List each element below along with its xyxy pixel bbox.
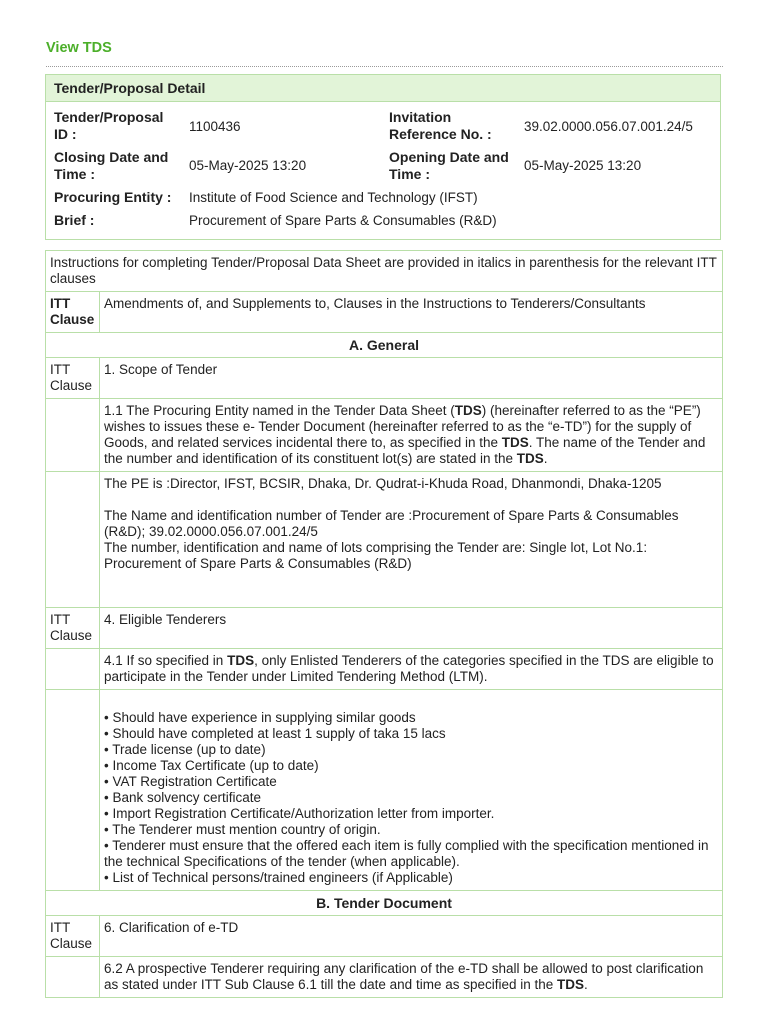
text-span: ) (hereinafter referred to as the “PE”) wishes to issues these e- Tender Document (hereinafter referred to as the “e-TD”) for the supply of Goods, and related services incidental there to, as specified in the bbox=[104, 403, 701, 450]
table-row bbox=[46, 472, 723, 608]
clause-4-title: 4. Eligible Tenderers bbox=[100, 608, 723, 649]
clause-4-1-text bbox=[100, 649, 723, 690]
section-a-heading: A. General bbox=[46, 333, 723, 358]
empty-cell bbox=[46, 399, 100, 472]
spacer bbox=[104, 694, 718, 710]
table-row bbox=[46, 916, 723, 957]
closing-date-label: Closing Date and Time : bbox=[54, 149, 169, 182]
brief-value: Procurement of Spare Parts & Consumables (R&D) bbox=[189, 213, 497, 228]
pe-details-cell bbox=[100, 472, 723, 608]
tender-detail-panel bbox=[45, 74, 721, 240]
list-item: • Should have experience in supplying similar goods bbox=[104, 710, 416, 725]
itt-clause-label: ITT Clause bbox=[46, 608, 100, 649]
text-span: 4.1 If so specified in bbox=[104, 653, 228, 668]
text-span: . The name of the Tender and the number and identification of its constituent lot(s) are stated in the bbox=[104, 435, 706, 466]
table-row bbox=[46, 251, 723, 292]
list-item: • Tenderer must ensure that the offered each item is fully complied with the specification mentioned in the technical Specifications of the tender (when applicable). bbox=[104, 838, 709, 869]
empty-cell bbox=[46, 690, 100, 891]
tender-lots: The number, identification and name of lots comprising the Tender are: Single lot, Lot No.1: Procurement of Spare Parts & Consumables (R&D) bbox=[104, 540, 648, 571]
list-item: • Trade license (up to date) bbox=[104, 742, 266, 757]
text-span: 6.2 A prospective Tenderer requiring any clarification of the e-TD shall be allowed to post clarification as stated under ITT Sub Clause 6.1 till the date and time as specified in the bbox=[104, 961, 704, 992]
empty-cell bbox=[46, 957, 100, 998]
page-title: View TDS bbox=[46, 40, 112, 56]
section-b-heading: B. Tender Document bbox=[46, 891, 723, 916]
clause-1-1-text bbox=[100, 399, 723, 472]
list-item: • The Tenderer must mention country of origin. bbox=[104, 822, 381, 837]
tds-table bbox=[45, 250, 723, 998]
clause-6-title: 6. Clarification of e-TD bbox=[100, 916, 723, 957]
table-row bbox=[46, 608, 723, 649]
list-item: • Bank solvency certificate bbox=[104, 790, 262, 805]
table-row bbox=[46, 891, 723, 916]
tds-bold: TDS bbox=[501, 435, 529, 450]
clause-6-2-text bbox=[100, 957, 723, 998]
instructions-text: Instructions for completing Tender/Proposal Data Sheet are provided in italics in parenthesis for the relevant ITT clauses bbox=[46, 251, 723, 292]
brief-label: Brief : bbox=[54, 212, 95, 228]
text-span: . bbox=[543, 451, 548, 466]
tds-bold: TDS bbox=[454, 403, 482, 418]
pe-address: The PE is :Director, IFST, BCSIR, Dhaka, Dr. Qudrat-i-Khuda Road, Dhanmondi, Dhaka-1205 bbox=[104, 476, 662, 491]
list-item: • Income Tax Certificate (up to date) bbox=[104, 758, 319, 773]
table-row bbox=[46, 399, 723, 472]
table-row bbox=[46, 358, 723, 399]
procuring-entity-label: Procuring Entity : bbox=[54, 189, 172, 205]
invitation-ref-label: Invitation Reference No. : bbox=[389, 109, 492, 142]
tender-detail-header: Tender/Proposal Detail bbox=[46, 75, 720, 102]
procuring-entity-value: Institute of Food Science and Technology (IFST) bbox=[189, 190, 478, 205]
tender-id-label: Tender/Proposal ID : bbox=[54, 109, 164, 142]
text-span: , only Enlisted Tenderers of the categories specified in the TDS are eligible to participate in the Tender under Limited Tendering Method (LTM). bbox=[104, 653, 714, 684]
text-span: . bbox=[584, 977, 588, 992]
amendments-header: Amendments of, and Supplements to, Clauses in the Instructions to Tenderers/Consultants bbox=[100, 292, 723, 333]
tds-bold: TDS bbox=[557, 977, 585, 992]
opening-date-label: Opening Date and Time : bbox=[389, 149, 509, 182]
list-item: • List of Technical persons/trained engineers (if Applicable) bbox=[104, 870, 453, 885]
itt-clause-label: ITT Clause bbox=[46, 358, 100, 399]
tds-bold: TDS bbox=[227, 653, 255, 668]
closing-date-value: 05-May-2025 13:20 bbox=[189, 158, 307, 173]
spacer bbox=[104, 492, 718, 508]
title-divider bbox=[46, 66, 723, 67]
table-row bbox=[46, 690, 723, 891]
table-row bbox=[46, 957, 723, 998]
list-item: • VAT Registration Certificate bbox=[104, 774, 277, 789]
text-span: 1.1 The Procuring Entity named in the Tender Data Sheet ( bbox=[104, 403, 455, 418]
eligibility-list bbox=[100, 690, 723, 891]
list-item: • Should have completed at least 1 supply of taka 15 lacs bbox=[104, 726, 446, 741]
clause-1-title: 1. Scope of Tender bbox=[100, 358, 723, 399]
tender-name-id: The Name and identification number of Tender are :Procurement of Spare Parts & Consumables (R&D); 39.02.0000.056.07.001.24/5 bbox=[104, 508, 679, 539]
opening-date-value: 05-May-2025 13:20 bbox=[524, 158, 642, 173]
empty-cell bbox=[46, 649, 100, 690]
table-row bbox=[46, 649, 723, 690]
empty-cell bbox=[46, 472, 100, 608]
table-row bbox=[46, 333, 723, 358]
list-item: • Import Registration Certificate/Authorization letter from importer. bbox=[104, 806, 495, 821]
table-row bbox=[46, 292, 723, 333]
invitation-ref-value: 39.02.0000.056.07.001.24/5 bbox=[524, 119, 693, 134]
itt-clause-header: ITT Clause bbox=[46, 292, 100, 333]
tender-id-value: 1100436 bbox=[189, 119, 241, 134]
tds-bold: TDS bbox=[516, 451, 544, 466]
itt-clause-label: ITT Clause bbox=[46, 916, 100, 957]
